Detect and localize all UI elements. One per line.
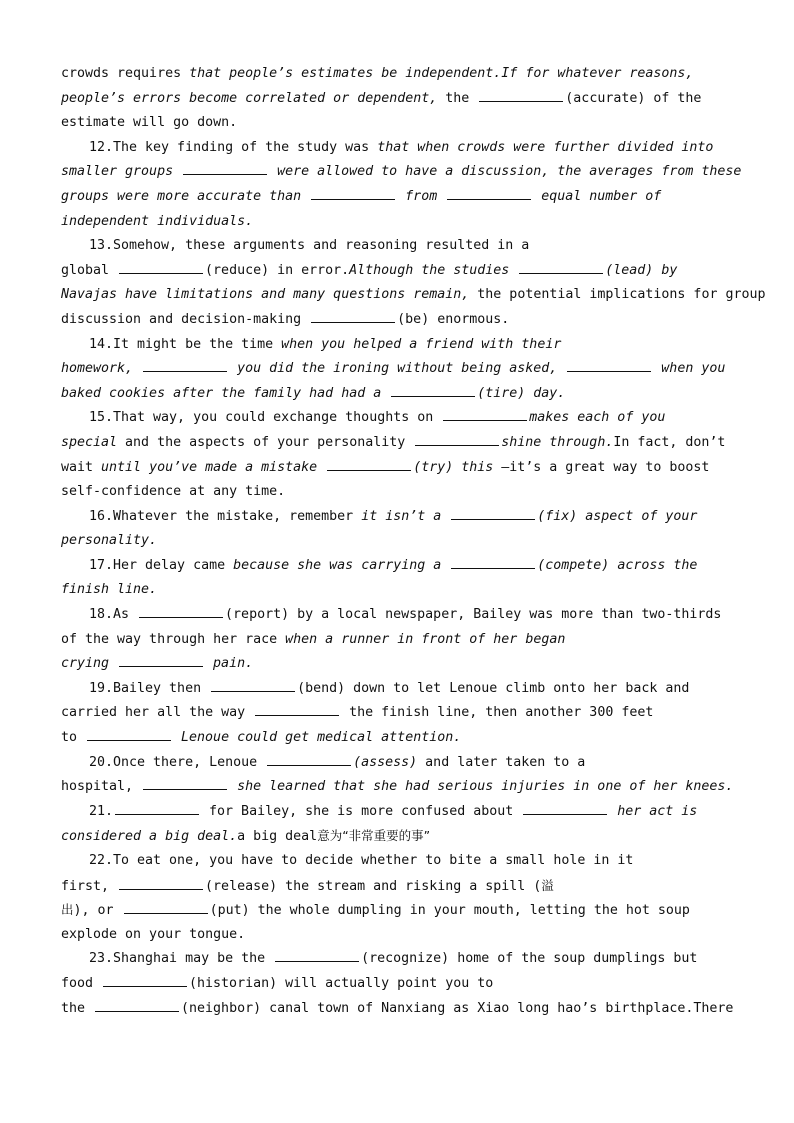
question-17: 17.Her delay came because she was carrying a (compete) across the bbox=[61, 554, 733, 579]
text-line: food (historian) will actually point you to bbox=[61, 972, 733, 997]
text-line: global (reduce) in error.Although the studies (lead) by bbox=[61, 259, 733, 284]
question-13: 13.Somehow, these arguments and reasoning resulted in a bbox=[89, 238, 530, 254]
answer-blank[interactable] bbox=[275, 947, 359, 962]
answer-blank[interactable] bbox=[451, 505, 535, 520]
answer-blank[interactable] bbox=[87, 726, 171, 741]
answer-blank[interactable] bbox=[119, 652, 203, 667]
answer-blank[interactable] bbox=[327, 456, 411, 471]
text-line: the (neighbor) canal town of Nanxiang as Xiao long hao’s birthplace.There bbox=[61, 997, 733, 1022]
question-12: 12.The key finding of the study was that when crowds were further divided into bbox=[89, 139, 714, 155]
text-line: groups were more accurate than from equal number of bbox=[61, 185, 733, 210]
answer-blank[interactable] bbox=[519, 259, 603, 274]
text-line: baked cookies after the family had had a (tire) day. bbox=[61, 382, 733, 407]
text-line: finish line. bbox=[61, 582, 158, 598]
text-line: people’s errors become correlated or dependent, the (accurate) of the bbox=[61, 87, 733, 112]
answer-blank[interactable] bbox=[523, 800, 607, 815]
text-line: self-confidence at any time. bbox=[61, 484, 286, 500]
text-line: hospital, she learned that she had serious injuries in one of her knees. bbox=[61, 775, 733, 800]
answer-blank[interactable] bbox=[479, 87, 563, 102]
answer-blank[interactable] bbox=[124, 899, 208, 914]
text-line: homework, you did the ironing without being asked, when you bbox=[61, 357, 733, 382]
question-15: 15.That way, you could exchange thoughts on makes each of you bbox=[61, 406, 733, 431]
answer-blank[interactable] bbox=[443, 406, 527, 421]
answer-blank[interactable] bbox=[119, 259, 203, 274]
question-19: 19.Bailey then (bend) down to let Lenoue climb onto her back and bbox=[61, 677, 733, 702]
text-line: special and the aspects of your personality shine through.In fact, don’t bbox=[61, 431, 733, 456]
text-line: crying pain. bbox=[61, 652, 733, 677]
answer-blank[interactable] bbox=[183, 160, 267, 175]
answer-blank[interactable] bbox=[451, 554, 535, 569]
text-line: to Lenoue could get medical attention. bbox=[61, 726, 733, 751]
text-line: explode on your tongue. bbox=[61, 926, 246, 942]
answer-blank[interactable] bbox=[143, 775, 227, 790]
text-line: estimate will go down. bbox=[61, 115, 238, 131]
text-line: crowds requires that people’s estimates be independent.If for whatever reasons, bbox=[61, 66, 694, 81]
text-line: wait until you’ve made a mistake (try) this —it’s a great way to boost bbox=[61, 456, 733, 481]
answer-blank[interactable] bbox=[211, 677, 295, 692]
question-22: 22.To eat one, you have to decide whether to bite a small hole in it bbox=[89, 853, 634, 868]
answer-blank[interactable] bbox=[255, 701, 339, 716]
answer-blank[interactable] bbox=[115, 800, 199, 815]
answer-blank[interactable] bbox=[567, 357, 651, 372]
text-line: first, (release) the stream and risking a spill (溢 bbox=[61, 874, 733, 899]
exercise-text bbox=[61, 62, 766, 1021]
answer-blank[interactable] bbox=[103, 972, 187, 987]
question-18: 18.As (report) by a local newspaper, Bailey was more than two-thirds bbox=[61, 603, 733, 628]
answer-blank[interactable] bbox=[119, 875, 203, 890]
text-line: personality. bbox=[61, 533, 158, 549]
answer-blank[interactable] bbox=[139, 603, 223, 618]
answer-blank[interactable] bbox=[95, 997, 179, 1012]
question-16: 16.Whatever the mistake, remember it isn’t a (fix) aspect of your bbox=[61, 505, 733, 530]
text-line: Navajas have limitations and many questions remain, the potential implications for group bbox=[61, 287, 766, 303]
text-line: smaller groups were allowed to have a discussion, the averages from these bbox=[61, 160, 733, 185]
text-line: discussion and decision-making (be) enormous. bbox=[61, 308, 733, 333]
answer-blank[interactable] bbox=[391, 382, 475, 397]
answer-blank[interactable] bbox=[311, 185, 395, 200]
question-14: 14.It might be the time when you helped a friend with their bbox=[89, 336, 562, 352]
question-23: 23.Shanghai may be the (recognize) home of the soup dumplings but bbox=[61, 947, 733, 972]
answer-blank[interactable] bbox=[447, 185, 531, 200]
text-line: independent individuals. bbox=[61, 213, 254, 229]
answer-blank[interactable] bbox=[415, 431, 499, 446]
text-line: considered a big deal.a big deal意为“非常重要的事” bbox=[61, 828, 431, 845]
answer-blank[interactable] bbox=[311, 308, 395, 323]
question-20: 20.Once there, Lenoue (assess) and later taken to a bbox=[61, 751, 733, 776]
text-line: 出), or (put) the whole dumpling in your mouth, letting the hot soup bbox=[61, 898, 733, 923]
text-line: of the way through her race when a runner in front of her began bbox=[61, 631, 566, 647]
text-line: carried her all the way the finish line, then another 300 feet bbox=[61, 701, 733, 726]
answer-blank[interactable] bbox=[267, 751, 351, 766]
question-21: 21. for Bailey, she is more confused about her act is bbox=[61, 800, 733, 825]
answer-blank[interactable] bbox=[143, 357, 227, 372]
